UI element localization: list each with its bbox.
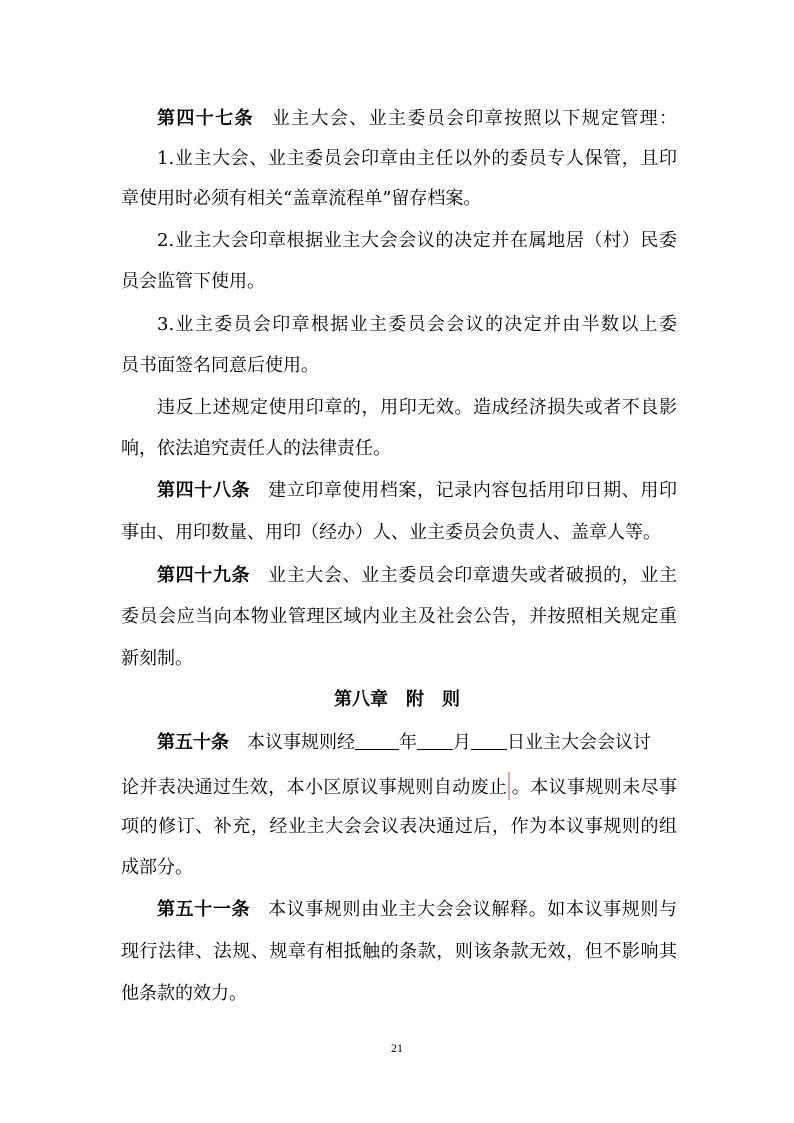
article-50-line-4: 成部分。 (121, 857, 193, 878)
article-49-line-3: 新刻制。 (121, 648, 193, 669)
chapter-8-heading: 第八章 附 则 (334, 689, 460, 710)
article-49-line-2: 委员会应当向本物业管理区域内业主及社会公告，并按照相关规定重 (121, 606, 677, 627)
article-51-line-3: 他条款的效力。 (121, 983, 247, 1004)
article-50-text-2a: 论并表决通过生效，本小区原议事规则自动废止 (121, 777, 508, 798)
page-number: 21 (391, 1041, 403, 1055)
article-48-line-2: 事由、用印数量、用印（经办）人、业主委员会负责人、盖章人等。 (121, 522, 661, 543)
article-47-item-1-line-2: 章使用时必须有相关“盖章流程单”留存档案。 (121, 188, 482, 209)
day-blank[interactable] (471, 731, 507, 750)
article-50-line-1 (157, 731, 677, 755)
article-50-line-3: 项的修订、补充，经业主大会会议表决通过后，作为本议事规则的组 (121, 816, 677, 837)
article-50-month-label: 月 (453, 732, 471, 753)
article-50-text-d: 日业主大会会议讨 (507, 732, 651, 753)
article-47-item-3-line-1: 3.业主委员会印章根据业主委员会会议的决定并由半数以上委 (157, 314, 677, 335)
article-50-label: 第五十条 (157, 732, 229, 753)
article-47-item-3-line-2: 员书面签名同意后使用。 (121, 355, 319, 376)
article-47-item-1-line-1: 1.业主大会、业主委员会印章由主任以外的委员专人保管，且印 (157, 148, 677, 169)
article-51-label: 第五十一条 (157, 899, 251, 920)
month-blank[interactable] (417, 731, 453, 750)
year-blank[interactable] (355, 731, 399, 750)
article-50-text-a: 本议事规则经 (247, 732, 355, 753)
article-49-label: 第四十九条 (157, 565, 251, 586)
article-48-label: 第四十八条 (157, 480, 251, 501)
article-50-line-2 (121, 772, 677, 800)
article-50-year-label: 年 (399, 732, 417, 753)
article-47-text: 业主大会、业主委员会印章按照以下规定管理： (271, 108, 678, 129)
article-48-text: 建立印章使用档案，记录内容包括用印日期、用印 (268, 480, 677, 501)
article-47-item-2-line-2: 员会监管下使用。 (121, 271, 265, 292)
article-47-item-2-line-1: 2.业主大会印章根据业主大会会议的决定并在属地居（村）民委 (157, 230, 677, 251)
article-49-line-1 (157, 564, 677, 588)
article-51-line-2: 现行法律、法规、规章有相抵触的条款，则该条款无效，但不影响其 (121, 941, 677, 962)
article-47-heading-line (157, 107, 677, 131)
article-51-text: 本议事规则由业主大会会议解释。如本议事规则与 (268, 899, 677, 920)
article-47-note-line-1: 违反上述规定使用印章的，用印无效。造成经济损失或者不良影 (157, 397, 677, 418)
article-50-text-2b: 。本议事规则未尽事 (511, 777, 678, 798)
article-51-line-1 (157, 898, 677, 922)
article-47-note-line-2: 响，依法追究责任人的法律责任。 (121, 438, 391, 459)
article-47-label: 第四十七条 (157, 108, 254, 129)
article-49-text: 业主大会、业主委员会印章遗失或者破损的，业主 (268, 565, 677, 586)
article-48-line-1 (157, 479, 677, 503)
